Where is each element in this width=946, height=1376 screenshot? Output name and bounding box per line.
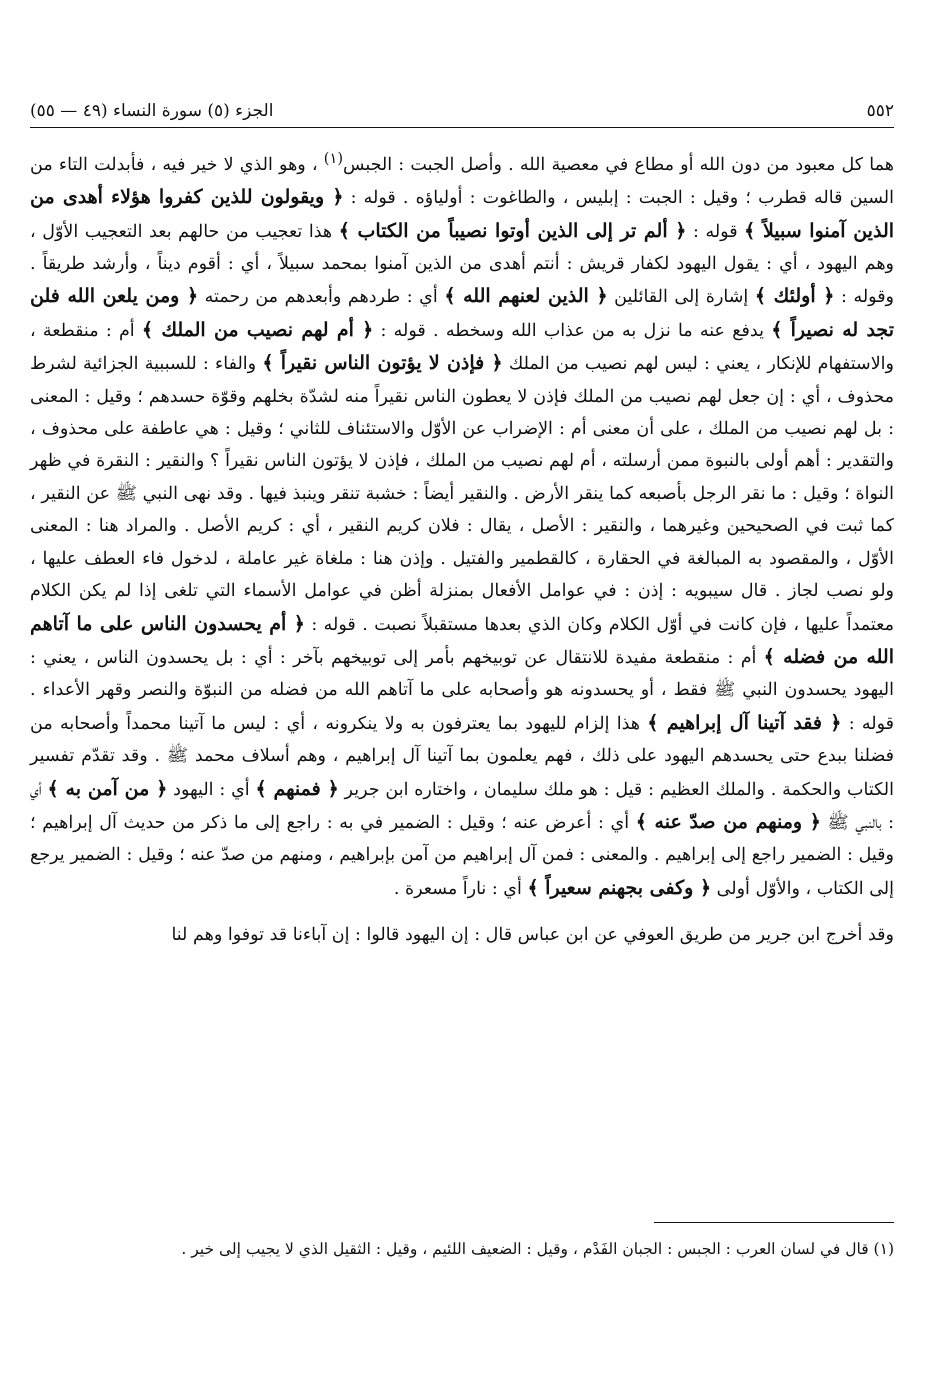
- quran-verse: ﴿ أولئك ﴾: [754, 285, 835, 308]
- quran-verse: ﴿ فقد آتينا آل إبراهيم ﴾: [647, 711, 842, 734]
- quran-verse: ﴿ أم يحسدون الناس على ما آتاهم الله من فضله ﴾: [30, 612, 895, 668]
- quran-verse: ﴿ أم لهم نصيب من الملك ﴾: [141, 318, 374, 341]
- footnote-rule: [654, 1222, 894, 1223]
- paragraph-2: وقد أخرج ابن جرير من طريق العوفي عن ابن عباس قال : إن اليهود قالوا : إن آباءنا قد توفوا وهم لنا: [171, 925, 894, 946]
- quran-verse: ﴿ ألم تر إلى الذين أوتوا نصيباً من الكتاب ﴾: [338, 219, 687, 242]
- quran-verse: ﴿ وكفى بجهنم سعيراً ﴾: [527, 876, 712, 899]
- quran-verse: ﴿ فمنهم ﴾: [255, 777, 339, 800]
- quran-verse: ﴿ الذين لعنهم الله ﴾: [444, 285, 608, 308]
- footnote: (١) قال في لسان العرب : الجبس : الجبان الفَدْم ، وقيل : الضعيف اللئيم ، وقيل : الثقيل الذي لا يجيب إلى خير .: [181, 1240, 894, 1258]
- page-header: [30, 98, 894, 124]
- header-rule: [30, 127, 894, 128]
- paragraph-gap: [30, 905, 894, 919]
- body-text: [30, 143, 894, 952]
- quran-verse: ﴿ ومن يلعن الله فلن تجد له نصيراً ﴾: [30, 285, 894, 341]
- quran-verse: ﴿ ومنهم من صدّ عنه ﴾: [635, 810, 821, 833]
- running-title: الجزء (٥) سورة النساء (٤٩ — ٥٥): [30, 101, 274, 121]
- quran-verse: ﴿ فإذن لا يؤتون الناس نقيراً ﴾: [262, 352, 503, 375]
- paragraph-1: هما كل معبود من دون الله أو مطاع في معصية الله . وأصل الجبت : الجبس$^{(١)}$ ، وهو الذي لا خير فيه ، فأبدلت التاء من السين قاله قطرب ؛ وقيل : الجبت : إبليس ، والطاغوت : أولياؤه . قوله : ﴿ ويقولون للذين كفروا هؤلاء أهدى من الذين آمنوا سبيلاً ﴾ قوله : ﴿ ألم تر إلى الذين أوتوا نصيباً من الكتاب ﴾ هذا تعجيب من حالهم بعد التعجيب الأوّل ، وهم اليهود ، أي : يقول اليهود لكفار قريش : أنتم أهدى من الذين آمنوا بمحمد سبيلاً ، أي : أقوم ديناً ، وأرشد طريقاً . وقوله : ﴿ أولئك ﴾ إشارة إلى القائلين ﴿ الذين لعنهم الله ﴾ أي : طردهم وأبعدهم من رحمته ﴿ ومن يلعن الله فلن تجد له نصيراً ﴾ يدفع عنه ما نزل به من عذاب الله وسخطه . قوله : ﴿ أم لهم نصيب من الملك ﴾ أم : منقطعة ، والاستفهام للإنكار ، يعني : ليس لهم نصيب من الملك ﴿ فإذن لا يؤتون الناس نقيراً ﴾ والفاء : للسببية الجزائية لشرط محذوف ، أي : إن جعل لهم نصيب من الملك فإذن لا يعطون الناس نقيراً منه لشدّة بخلهم وقوّة حسدهم ؛ وقيل : المعنى : بل لهم نصيب من الملك ، على أن معنى أم : الإضراب عن الأوّل والاستئناف للثاني ؛ وقيل : هي عاطفة على محذوف ، والتقدير : أهم أولى بالنبوة ممن أرسلته ، أم لهم نصيب من الملك ، فإذن لا يؤتون الناس نقيراً ؟ والنقير : النقرة في ظهر النواة ؛ وقيل : ما نقر الرجل بأصبعه كما ينقر الأرض . والنقير أيضاً : خشبة تنقر وينبذ فيها . وقد نهى النبي ﷺ عن النقير ، كما ثبت في الصحيحين وغيرهما ، والنقير : الأصل ، يقال : فلان كريم النقير ، أي : كريم الأصل . والمراد هنا : المعنى الأوّل ، والمقصود به المبالغة في الحقارة ، كالقطمير والفتيل . وإذن هنا : ملغاة غير عاملة ، لدخول فاء العطف عليها ، ولو نصب لجاز . قال سيبويه : إذن : في عوامل الأفعال بمنزلة أظن في عوامل الأسماء التي تلغى إذا لم يكن الكلام معتمداً عليها ، فإن كانت في أوّل الكلام وكان الذي بعدها مستقبلاً نصبت . قوله : ﴿ أم يحسدون الناس على ما آتاهم الله من فضله ﴾ أم : منقطعة مفيدة للانتقال عن توبيخهم بأمر إلى توبيخهم بآخر : أي : بل يحسدون الناس ، يعني : اليهود يحسدون النبي ﷺ فقط ، أو يحسدونه هو وأصحابه على ما آتاهم الله من فضله من النبوّة والنصر وقهر الأعداء . قوله : ﴿ فقد آتينا آل إبراهيم ﴾ هذا إلزام لليهود بما يعترفون به ولا ينكرونه ، أي : ليس ما آتينا محمداً وأصحابه من فضلنا ببدع حتى يحسدهم اليهود على ذلك ، فهم يعلمون بما آتينا آل إبراهيم ، وهم أسلاف محمد ﷺ . وقد تقدّم تفسير الكتاب والحكمة . والملك العظيم : قيل : هو ملك سليمان ، واختاره ابن جرير ﴿ فمنهم ﴾ أي : اليهود ﴿ من آمن به ﴾ أي : بالنبي ﷺ ﴿ ومنهم من صدّ عنه ﴾ أي : أعرض عنه ؛ وقيل : الضمير في به : راجع إلى ما ذكر من حديث آل إبراهيم ؛ وقيل : الضمير راجع إلى إبراهيم . والمعنى : فمن آل إبراهيم من آمن بإبراهيم ، ومنهم من صدّ عنه ؛ وقيل : الضمير يرجع إلى الكتاب ، والأوّل أولى ﴿ وكفى بجهنم سعيراً ﴾ أي : ناراً مسعرة .: [30, 150, 895, 899]
- quran-verse: ﴿ من آمن به ﴾: [47, 777, 168, 800]
- page-number: ٥٥٢: [866, 101, 894, 121]
- footnote-ref[interactable]: (١): [323, 150, 344, 167]
- quran-verse: ﴿ ويقولون للذين كفروا هؤلاء أهدى من الذين آمنوا سبيلاً ﴾: [30, 186, 895, 242]
